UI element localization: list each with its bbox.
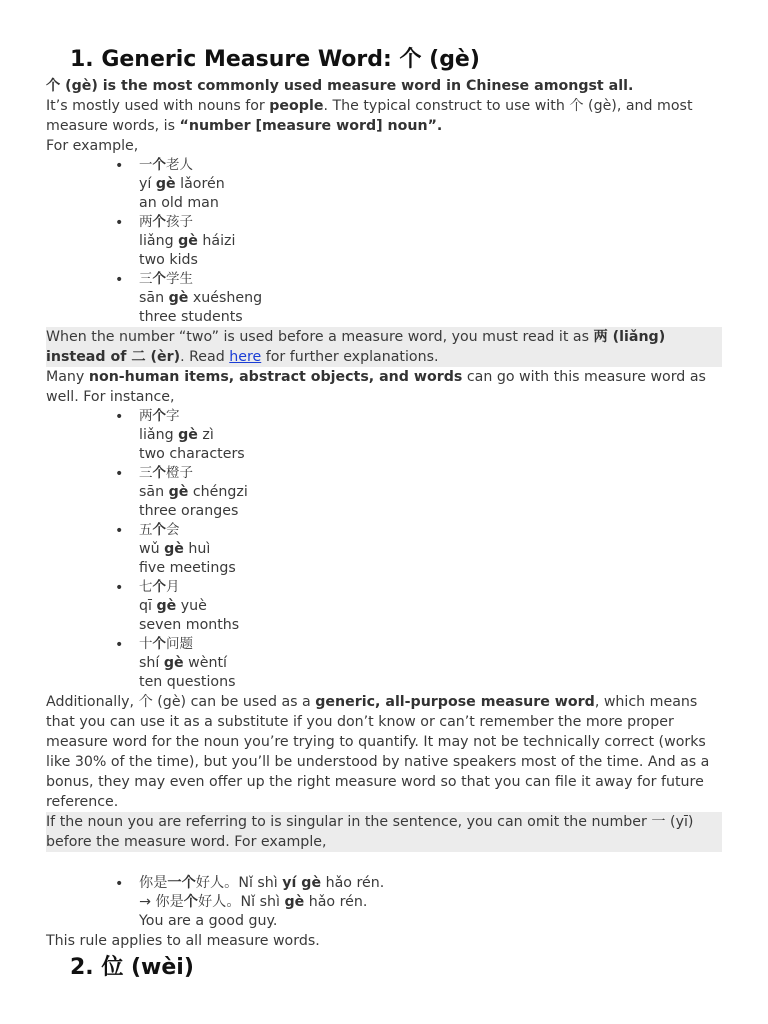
construct-paragraph: It’s mostly used with nouns for people. The typical construct to use with 个 (gè), and most measure words, is “number [measure word] noun”. bbox=[46, 98, 693, 134]
list-item: • 十个问题 shí gè wèntí ten questions bbox=[46, 635, 722, 692]
section-heading-2: 2. 位 (wèi) bbox=[70, 955, 194, 980]
list-item: • 你是一个好人。Nǐ shì yí gè hǎo rén. → 你是个好人。Nǐ shì gè hǎo rén. You are a good guy. bbox=[46, 874, 722, 931]
list-item: • 三个学生 sān gè xuésheng three students bbox=[46, 270, 722, 327]
section-heading-1: 1. Generic Measure Word: 个 (gè) bbox=[70, 47, 480, 72]
for-example-line: For example, bbox=[46, 138, 139, 154]
list-item: • 一个老人 yí gè lǎorén an old man bbox=[46, 156, 722, 213]
list-item: • 七个月 qī gè yuè seven months bbox=[46, 578, 722, 635]
here-link[interactable]: here bbox=[229, 349, 262, 365]
two-reading-note: When the number “two” is used before a measure word, you must read it as 两 (liǎng) instead of 二 (èr). Read here for further explanations. bbox=[46, 327, 722, 367]
example-list-objects bbox=[46, 407, 722, 692]
example-list-people bbox=[46, 156, 722, 327]
list-item: • 两个孩子 liǎng gè háizi two kids bbox=[46, 213, 722, 270]
document bbox=[46, 44, 722, 984]
list-item: • 五个会 wǔ gè huì five meetings bbox=[46, 521, 722, 578]
list-item: • 三个橙子 sān gè chéngzi three oranges bbox=[46, 464, 722, 521]
generic-measure-paragraph: Additionally, 个 (gè) can be used as a generic, all-purpose measure word, which means that you can use it as a substitute if you don’t know or can’t remember the more proper measure word for the noun you’re trying to quantify. It may not be technically correct (works like 30% of the time), but you’ll be understood by native speakers most of the time. And as a bonus, they may even offer up the right measure word so that you can file it away for future reference. bbox=[46, 694, 710, 810]
non-human-paragraph: Many non-human items, abstract objects, and words can go with this measure word as well. For instance, bbox=[46, 369, 706, 405]
intro-bold-line: 个 (gè) is the most commonly used measure word in Chinese amongst all. bbox=[46, 78, 634, 94]
omit-number-note: If the noun you are referring to is singular in the sentence, you can omit the number 一 (yī) before the measure word. For example, bbox=[46, 812, 722, 852]
example-list-omit bbox=[46, 874, 722, 931]
list-item: • 两个字 liǎng gè zì two characters bbox=[46, 407, 722, 464]
rule-applies-line: This rule applies to all measure words. bbox=[46, 933, 320, 949]
